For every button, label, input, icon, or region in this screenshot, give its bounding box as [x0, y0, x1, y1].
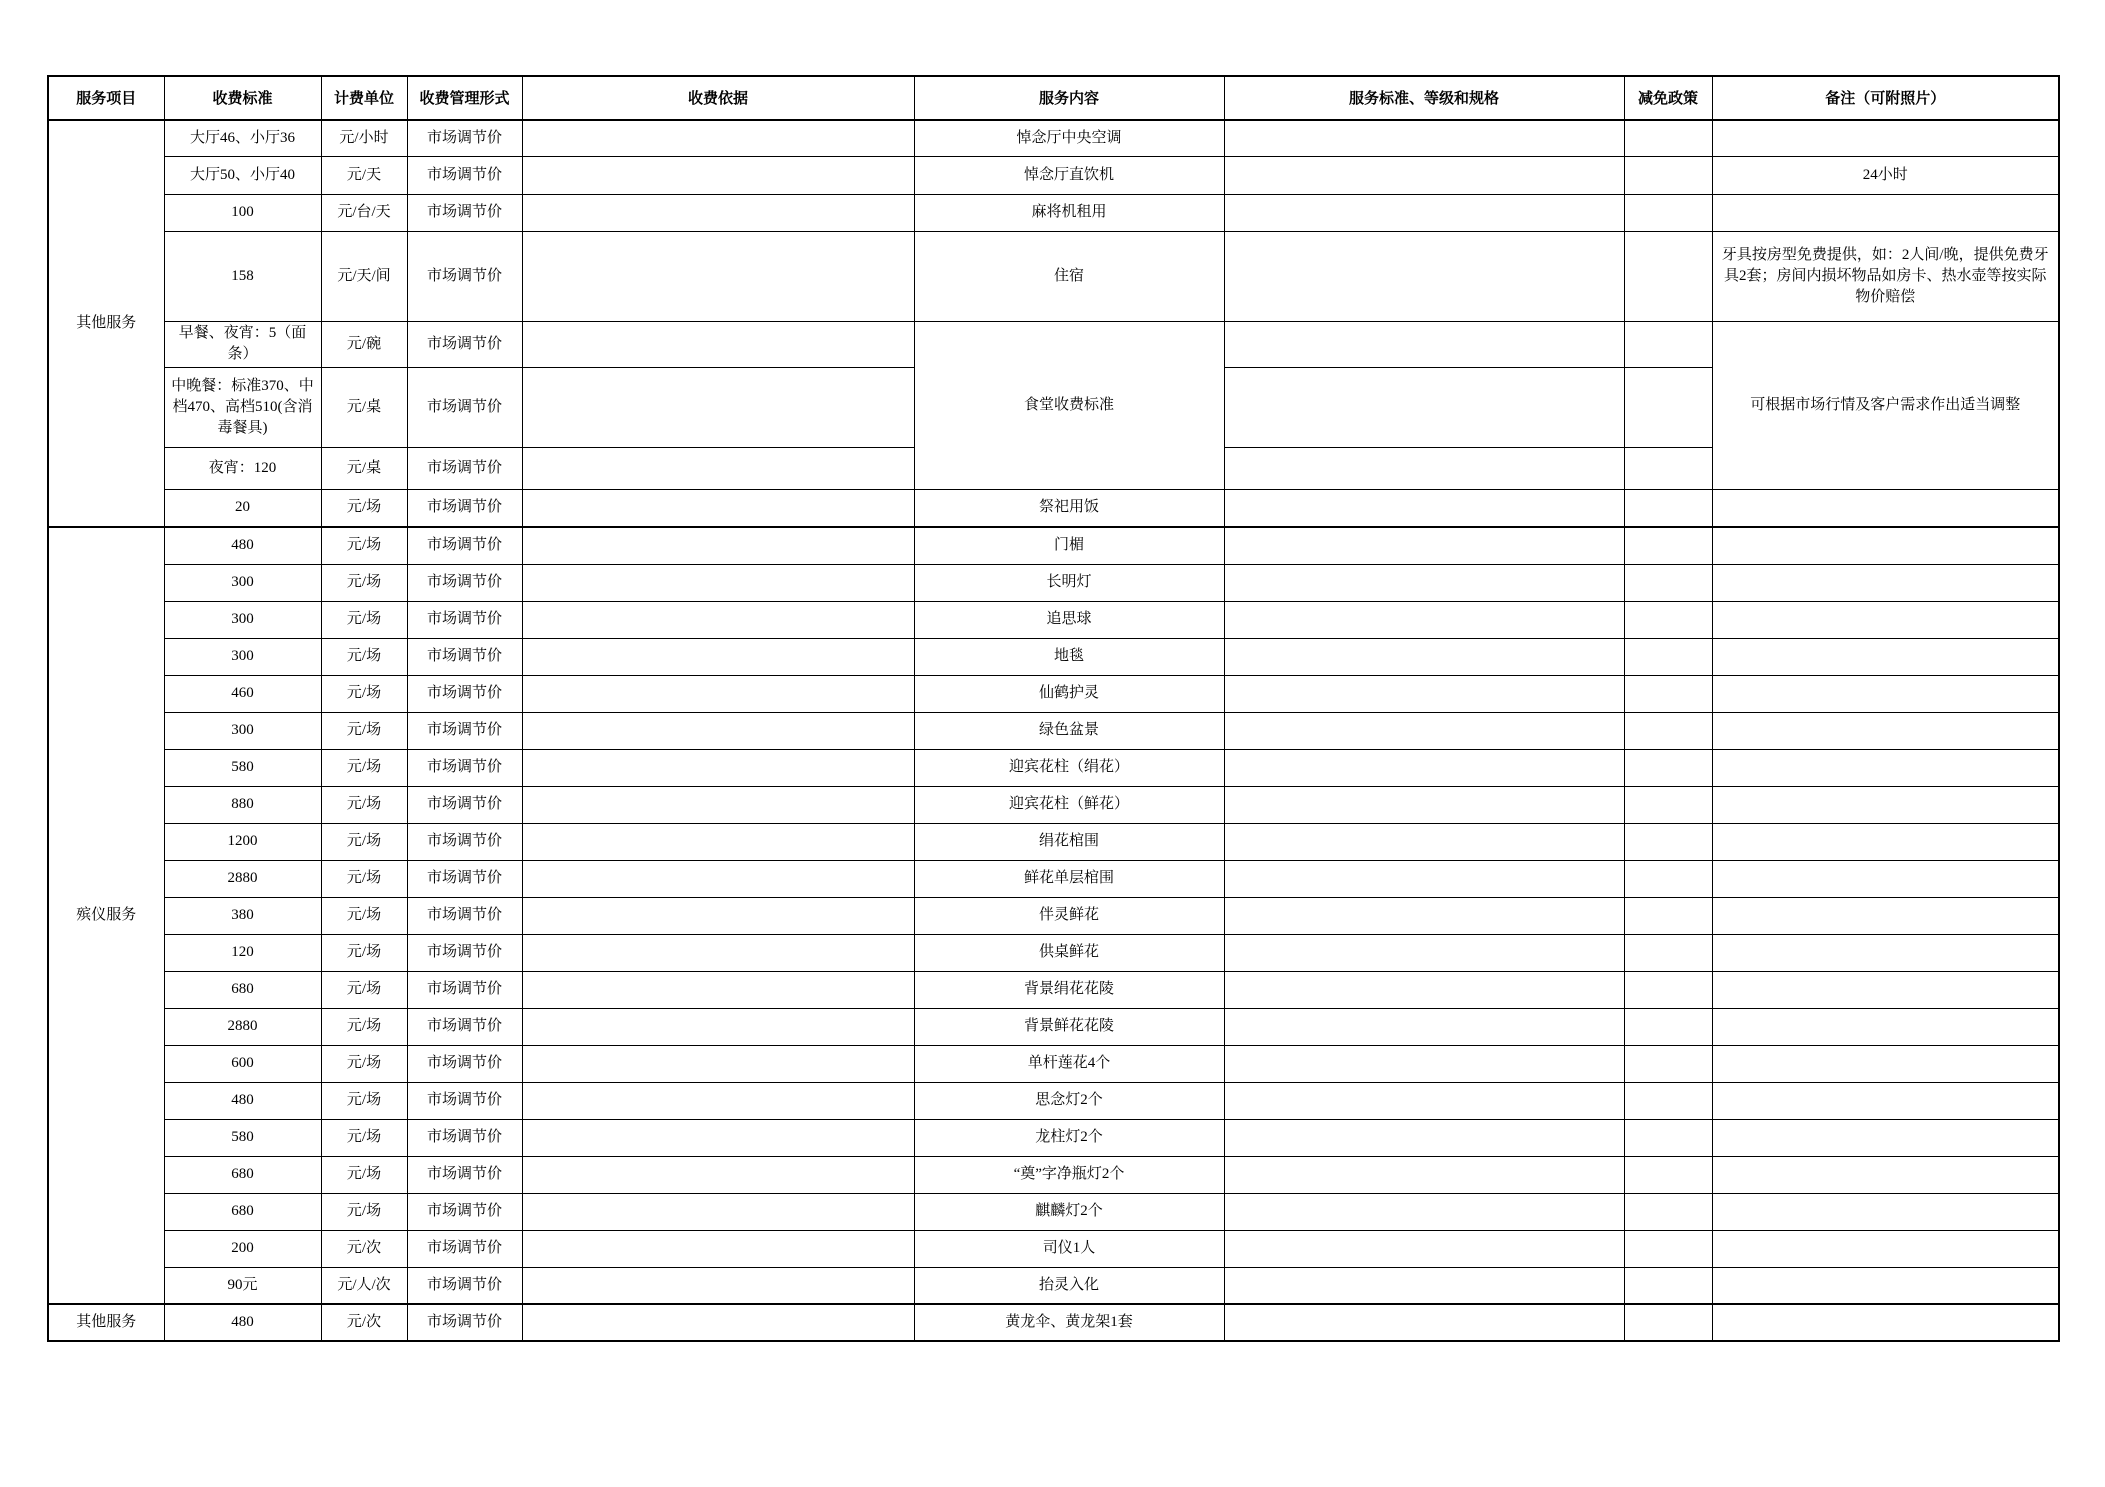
- basis-cell: [522, 1119, 914, 1156]
- unit-cell: 元/场: [321, 489, 407, 527]
- fee-standard-cell: 夜宵：120: [164, 447, 321, 489]
- standard-cell: [1224, 1230, 1624, 1267]
- table-row: [48, 564, 2059, 601]
- basis-cell: [522, 971, 914, 1008]
- table-row: [48, 601, 2059, 638]
- mgmt-cell: 市场调节价: [407, 321, 522, 367]
- content-cell: 仙鹤护灵: [914, 675, 1224, 712]
- remark-cell: 牙具按房型免费提供，如：2人间/晚，提供免费牙具2套；房间内损坏物品如房卡、热水壶等按实际物价赔偿: [1712, 231, 2059, 321]
- content-cell: 悼念厅直饮机: [914, 156, 1224, 194]
- content-cell: 龙柱灯2个: [914, 1119, 1224, 1156]
- unit-cell: 元/场: [321, 934, 407, 971]
- policy-cell: [1624, 564, 1712, 601]
- remark-cell: [1712, 823, 2059, 860]
- basis-cell: [522, 231, 914, 321]
- mgmt-cell: 市场调节价: [407, 860, 522, 897]
- basis-cell: [522, 1045, 914, 1082]
- policy-cell: [1624, 934, 1712, 971]
- remark-cell: [1712, 712, 2059, 749]
- basis-cell: [522, 1193, 914, 1230]
- mgmt-cell: 市场调节价: [407, 749, 522, 786]
- policy-cell: [1624, 971, 1712, 1008]
- basis-cell: [522, 712, 914, 749]
- basis-cell: [522, 1008, 914, 1045]
- policy-cell: [1624, 860, 1712, 897]
- mgmt-cell: 市场调节价: [407, 120, 522, 156]
- table-row: [48, 749, 2059, 786]
- mgmt-cell: 市场调节价: [407, 489, 522, 527]
- col-header-remark: 备注（可附照片）: [1712, 76, 2059, 120]
- col-header-fee-mgmt: 收费管理形式: [407, 76, 522, 120]
- table-row: [48, 675, 2059, 712]
- standard-cell: [1224, 638, 1624, 675]
- policy-cell: [1624, 675, 1712, 712]
- fee-standard-cell: 100: [164, 194, 321, 231]
- remark-cell: 可根据市场行情及客户需求作出适当调整: [1712, 321, 2059, 489]
- fee-standard-cell: 460: [164, 675, 321, 712]
- content-cell: 麻将机租用: [914, 194, 1224, 231]
- mgmt-cell: 市场调节价: [407, 527, 522, 564]
- remark-cell: [1712, 1082, 2059, 1119]
- standard-cell: [1224, 1008, 1624, 1045]
- fee-standard-cell: 880: [164, 786, 321, 823]
- table-row: [48, 1304, 2059, 1341]
- basis-cell: [522, 1230, 914, 1267]
- col-header-fee-basis: 收费依据: [522, 76, 914, 120]
- unit-cell: 元/场: [321, 527, 407, 564]
- mgmt-cell: 市场调节价: [407, 1119, 522, 1156]
- standard-cell: [1224, 527, 1624, 564]
- remark-cell: [1712, 860, 2059, 897]
- mgmt-cell: 市场调节价: [407, 447, 522, 489]
- fee-standard-cell: 20: [164, 489, 321, 527]
- content-cell: “奠”字净瓶灯2个: [914, 1156, 1224, 1193]
- table-row: [48, 1008, 2059, 1045]
- table-row: [48, 194, 2059, 231]
- standard-cell: [1224, 1193, 1624, 1230]
- policy-cell: [1624, 1156, 1712, 1193]
- fee-standard-cell: 200: [164, 1230, 321, 1267]
- table-row: [48, 120, 2059, 156]
- content-cell: 祭祀用饭: [914, 489, 1224, 527]
- col-header-unit: 计费单位: [321, 76, 407, 120]
- standard-cell: [1224, 231, 1624, 321]
- col-header-service-item: 服务项目: [48, 76, 164, 120]
- remark-cell: [1712, 897, 2059, 934]
- table-row: [48, 1119, 2059, 1156]
- unit-cell: 元/天: [321, 156, 407, 194]
- fee-standard-cell: 680: [164, 971, 321, 1008]
- table-row: [48, 1230, 2059, 1267]
- mgmt-cell: 市场调节价: [407, 1230, 522, 1267]
- unit-cell: 元/场: [321, 1119, 407, 1156]
- remark-cell: [1712, 489, 2059, 527]
- mgmt-cell: 市场调节价: [407, 712, 522, 749]
- unit-cell: 元/碗: [321, 321, 407, 367]
- fee-standard-cell: 300: [164, 638, 321, 675]
- remark-cell: [1712, 527, 2059, 564]
- mgmt-cell: 市场调节价: [407, 1008, 522, 1045]
- basis-cell: [522, 934, 914, 971]
- content-cell: 悼念厅中央空调: [914, 120, 1224, 156]
- unit-cell: 元/场: [321, 749, 407, 786]
- remark-cell: [1712, 194, 2059, 231]
- unit-cell: 元/场: [321, 638, 407, 675]
- table-row: [48, 712, 2059, 749]
- policy-cell: [1624, 447, 1712, 489]
- unit-cell: 元/场: [321, 675, 407, 712]
- table-row: [48, 897, 2059, 934]
- fee-standard-cell: 中晚餐：标准370、中档470、高档510(含消毒餐具): [164, 367, 321, 447]
- standard-cell: [1224, 1156, 1624, 1193]
- remark-cell: [1712, 1045, 2059, 1082]
- unit-cell: 元/场: [321, 1082, 407, 1119]
- content-cell: 麒麟灯2个: [914, 1193, 1224, 1230]
- remark-cell: [1712, 601, 2059, 638]
- content-cell: 鲜花单层棺围: [914, 860, 1224, 897]
- remark-cell: [1712, 971, 2059, 1008]
- content-cell: 伴灵鲜花: [914, 897, 1224, 934]
- policy-cell: [1624, 897, 1712, 934]
- standard-cell: [1224, 786, 1624, 823]
- basis-cell: [522, 194, 914, 231]
- content-cell: 食堂收费标准: [914, 321, 1224, 489]
- remark-cell: [1712, 1193, 2059, 1230]
- mgmt-cell: 市场调节价: [407, 786, 522, 823]
- table-row: [48, 786, 2059, 823]
- unit-cell: 元/桌: [321, 367, 407, 447]
- mgmt-cell: 市场调节价: [407, 823, 522, 860]
- basis-cell: [522, 321, 914, 367]
- policy-cell: [1624, 1045, 1712, 1082]
- standard-cell: [1224, 1267, 1624, 1304]
- standard-cell: [1224, 1082, 1624, 1119]
- policy-cell: [1624, 823, 1712, 860]
- col-header-service-content: 服务内容: [914, 76, 1224, 120]
- policy-cell: [1624, 231, 1712, 321]
- fee-standard-cell: 早餐、夜宵：5（面条）: [164, 321, 321, 367]
- unit-cell: 元/场: [321, 1045, 407, 1082]
- group-cell: 殡仪服务: [48, 527, 164, 1304]
- standard-cell: [1224, 749, 1624, 786]
- unit-cell: 元/场: [321, 1156, 407, 1193]
- fee-standard-cell: 2880: [164, 860, 321, 897]
- policy-cell: [1624, 321, 1712, 367]
- table-row: [48, 527, 2059, 564]
- mgmt-cell: 市场调节价: [407, 897, 522, 934]
- basis-cell: [522, 1156, 914, 1193]
- mgmt-cell: 市场调节价: [407, 1193, 522, 1230]
- mgmt-cell: 市场调节价: [407, 1267, 522, 1304]
- fee-standard-cell: 300: [164, 601, 321, 638]
- mgmt-cell: 市场调节价: [407, 971, 522, 1008]
- content-cell: 住宿: [914, 231, 1224, 321]
- mgmt-cell: 市场调节价: [407, 564, 522, 601]
- basis-cell: [522, 120, 914, 156]
- standard-cell: [1224, 601, 1624, 638]
- fee-standard-cell: 120: [164, 934, 321, 971]
- basis-cell: [522, 489, 914, 527]
- policy-cell: [1624, 1008, 1712, 1045]
- standard-cell: [1224, 971, 1624, 1008]
- standard-cell: [1224, 860, 1624, 897]
- table-row: [48, 638, 2059, 675]
- standard-cell: [1224, 712, 1624, 749]
- fee-standard-cell: 480: [164, 1082, 321, 1119]
- content-cell: 司仪1人: [914, 1230, 1224, 1267]
- basis-cell: [522, 527, 914, 564]
- content-cell: 迎宾花柱（鲜花）: [914, 786, 1224, 823]
- basis-cell: [522, 1082, 914, 1119]
- basis-cell: [522, 897, 914, 934]
- policy-cell: [1624, 1304, 1712, 1341]
- table-row: [48, 1045, 2059, 1082]
- policy-cell: [1624, 712, 1712, 749]
- table-row: [48, 934, 2059, 971]
- content-cell: 抬灵入化: [914, 1267, 1224, 1304]
- content-cell: 绿色盆景: [914, 712, 1224, 749]
- mgmt-cell: 市场调节价: [407, 934, 522, 971]
- header-row: [48, 76, 2059, 120]
- fee-standard-cell: 300: [164, 564, 321, 601]
- table-row: [48, 489, 2059, 527]
- col-header-relief-policy: 减免政策: [1624, 76, 1712, 120]
- mgmt-cell: 市场调节价: [407, 1304, 522, 1341]
- table-row: [48, 1193, 2059, 1230]
- policy-cell: [1624, 1267, 1712, 1304]
- unit-cell: 元/小时: [321, 120, 407, 156]
- unit-cell: 元/场: [321, 1008, 407, 1045]
- mgmt-cell: 市场调节价: [407, 675, 522, 712]
- policy-cell: [1624, 1230, 1712, 1267]
- standard-cell: [1224, 321, 1624, 367]
- mgmt-cell: 市场调节价: [407, 194, 522, 231]
- standard-cell: [1224, 934, 1624, 971]
- basis-cell: [522, 749, 914, 786]
- fee-standard-cell: 380: [164, 897, 321, 934]
- unit-cell: 元/次: [321, 1230, 407, 1267]
- remark-cell: [1712, 638, 2059, 675]
- mgmt-cell: 市场调节价: [407, 1045, 522, 1082]
- policy-cell: [1624, 527, 1712, 564]
- content-cell: 思念灯2个: [914, 1082, 1224, 1119]
- policy-cell: [1624, 1119, 1712, 1156]
- remark-cell: [1712, 1156, 2059, 1193]
- fee-standard-cell: 大厅46、小厅36: [164, 120, 321, 156]
- remark-cell: [1712, 786, 2059, 823]
- basis-cell: [522, 1267, 914, 1304]
- standard-cell: [1224, 823, 1624, 860]
- fee-standard-cell: 680: [164, 1156, 321, 1193]
- basis-cell: [522, 367, 914, 447]
- content-cell: 背景绢花花陵: [914, 971, 1224, 1008]
- policy-cell: [1624, 1082, 1712, 1119]
- table-row: [48, 321, 2059, 367]
- policy-cell: [1624, 120, 1712, 156]
- content-cell: 单杆莲花4个: [914, 1045, 1224, 1082]
- table-row: [48, 1082, 2059, 1119]
- unit-cell: 元/场: [321, 897, 407, 934]
- unit-cell: 元/次: [321, 1304, 407, 1341]
- unit-cell: 元/场: [321, 971, 407, 1008]
- mgmt-cell: 市场调节价: [407, 156, 522, 194]
- remark-cell: [1712, 1119, 2059, 1156]
- fee-standard-cell: 300: [164, 712, 321, 749]
- fee-standard-cell: 480: [164, 1304, 321, 1341]
- policy-cell: [1624, 156, 1712, 194]
- remark-cell: [1712, 675, 2059, 712]
- table-row: [48, 971, 2059, 1008]
- policy-cell: [1624, 367, 1712, 447]
- unit-cell: 元/场: [321, 712, 407, 749]
- remark-cell: 24小时: [1712, 156, 2059, 194]
- standard-cell: [1224, 675, 1624, 712]
- price-table: [47, 75, 2060, 1342]
- fee-standard-cell: 680: [164, 1193, 321, 1230]
- table-row: [48, 1267, 2059, 1304]
- remark-cell: [1712, 1230, 2059, 1267]
- policy-cell: [1624, 749, 1712, 786]
- fee-standard-cell: 480: [164, 527, 321, 564]
- policy-cell: [1624, 638, 1712, 675]
- unit-cell: 元/台/天: [321, 194, 407, 231]
- basis-cell: [522, 1304, 914, 1341]
- standard-cell: [1224, 156, 1624, 194]
- table-row: [48, 823, 2059, 860]
- policy-cell: [1624, 786, 1712, 823]
- group-cell: 其他服务: [48, 120, 164, 527]
- content-cell: 背景鲜花花陵: [914, 1008, 1224, 1045]
- unit-cell: 元/桌: [321, 447, 407, 489]
- content-cell: 供桌鲜花: [914, 934, 1224, 971]
- standard-cell: [1224, 1045, 1624, 1082]
- col-header-service-standard: 服务标准、等级和规格: [1224, 76, 1624, 120]
- basis-cell: [522, 564, 914, 601]
- remark-cell: [1712, 1267, 2059, 1304]
- policy-cell: [1624, 1193, 1712, 1230]
- unit-cell: 元/人/次: [321, 1267, 407, 1304]
- basis-cell: [522, 638, 914, 675]
- table-row: [48, 1156, 2059, 1193]
- unit-cell: 元/场: [321, 601, 407, 638]
- table-row: [48, 156, 2059, 194]
- standard-cell: [1224, 489, 1624, 527]
- fee-standard-cell: 90元: [164, 1267, 321, 1304]
- standard-cell: [1224, 564, 1624, 601]
- table-row: [48, 231, 2059, 321]
- remark-cell: [1712, 934, 2059, 971]
- remark-cell: [1712, 120, 2059, 156]
- standard-cell: [1224, 194, 1624, 231]
- remark-cell: [1712, 1008, 2059, 1045]
- mgmt-cell: 市场调节价: [407, 638, 522, 675]
- content-cell: 门楣: [914, 527, 1224, 564]
- basis-cell: [522, 860, 914, 897]
- basis-cell: [522, 675, 914, 712]
- standard-cell: [1224, 447, 1624, 489]
- remark-cell: [1712, 749, 2059, 786]
- unit-cell: 元/场: [321, 823, 407, 860]
- mgmt-cell: 市场调节价: [407, 601, 522, 638]
- fee-standard-cell: 1200: [164, 823, 321, 860]
- unit-cell: 元/场: [321, 786, 407, 823]
- standard-cell: [1224, 1304, 1624, 1341]
- standard-cell: [1224, 897, 1624, 934]
- fee-standard-cell: 600: [164, 1045, 321, 1082]
- content-cell: 追思球: [914, 601, 1224, 638]
- basis-cell: [522, 786, 914, 823]
- unit-cell: 元/场: [321, 564, 407, 601]
- standard-cell: [1224, 367, 1624, 447]
- fee-standard-cell: 580: [164, 1119, 321, 1156]
- remark-cell: [1712, 1304, 2059, 1341]
- content-cell: 长明灯: [914, 564, 1224, 601]
- policy-cell: [1624, 601, 1712, 638]
- standard-cell: [1224, 1119, 1624, 1156]
- unit-cell: 元/场: [321, 1193, 407, 1230]
- fee-standard-cell: 大厅50、小厅40: [164, 156, 321, 194]
- policy-cell: [1624, 489, 1712, 527]
- fee-standard-cell: 2880: [164, 1008, 321, 1045]
- content-cell: 黄龙伞、黄龙架1套: [914, 1304, 1224, 1341]
- fee-standard-cell: 580: [164, 749, 321, 786]
- col-header-fee-standard: 收费标准: [164, 76, 321, 120]
- content-cell: 迎宾花柱（绢花）: [914, 749, 1224, 786]
- mgmt-cell: 市场调节价: [407, 1156, 522, 1193]
- content-cell: 地毯: [914, 638, 1224, 675]
- unit-cell: 元/天/间: [321, 231, 407, 321]
- mgmt-cell: 市场调节价: [407, 1082, 522, 1119]
- policy-cell: [1624, 194, 1712, 231]
- basis-cell: [522, 447, 914, 489]
- content-cell: 绢花棺围: [914, 823, 1224, 860]
- basis-cell: [522, 156, 914, 194]
- basis-cell: [522, 823, 914, 860]
- standard-cell: [1224, 120, 1624, 156]
- mgmt-cell: 市场调节价: [407, 367, 522, 447]
- fee-standard-cell: 158: [164, 231, 321, 321]
- table-row: [48, 860, 2059, 897]
- basis-cell: [522, 601, 914, 638]
- mgmt-cell: 市场调节价: [407, 231, 522, 321]
- unit-cell: 元/场: [321, 860, 407, 897]
- group-cell: 其他服务: [48, 1304, 164, 1341]
- remark-cell: [1712, 564, 2059, 601]
